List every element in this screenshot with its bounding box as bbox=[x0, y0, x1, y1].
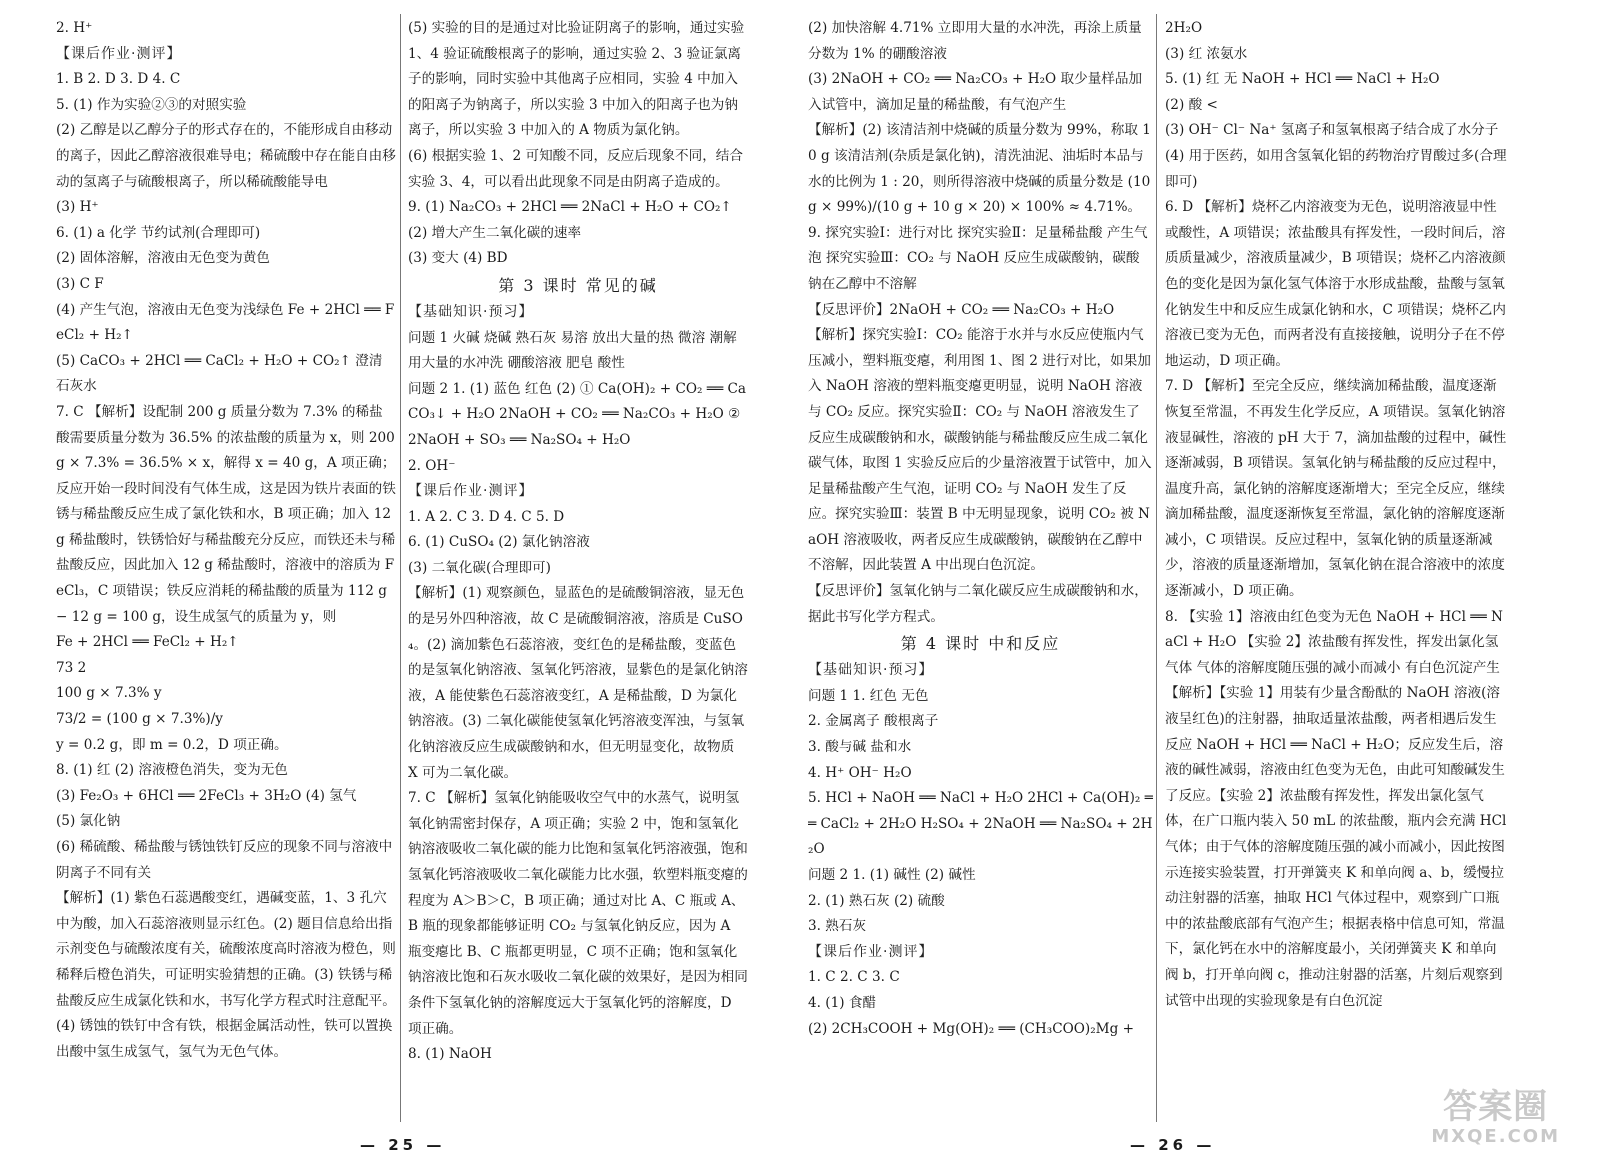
text-line: (4) 用于医药，如用含氢氧化铝的药物治疗胃酸过多(合理即可) bbox=[1165, 147, 1507, 190]
text-line: (2) 2CH₃COOH + Mg(OH)₂ ══ (CH₃COO)₂Mg + bbox=[808, 1020, 1134, 1037]
text-line: (3) 红 浓氨水 bbox=[1165, 45, 1248, 62]
text-line: (3) 二氧化碳(合理即可) bbox=[408, 559, 551, 576]
text-line: 【课后作业·测评】 bbox=[808, 943, 934, 960]
text-line: 【课后作业·测评】 bbox=[56, 45, 182, 62]
text-line: (2) 酸 < bbox=[1165, 96, 1218, 113]
text-line: (3) H⁺ bbox=[56, 199, 99, 216]
text-line: 第 4 课时 中和反应 bbox=[900, 634, 1061, 654]
text-line: (3) C F bbox=[56, 275, 104, 292]
text-line: (3) OH⁻ Cl⁻ Na⁺ 氢离子和氢氧根离子结合成了水分子 bbox=[1165, 122, 1499, 139]
text-line: 2. (1) 熟石灰 (2) 硫酸 bbox=[808, 892, 945, 909]
text-line: 3. 酸与碱 盐和水 bbox=[808, 739, 912, 756]
text-line: 9. (1) Na₂CO₃ + 2HCl ══ 2NaCl + H₂O + CO₂↑ bbox=[408, 199, 732, 216]
text-line: 6. (1) a 化学 节约试剂(合理即可) bbox=[56, 224, 261, 241]
page-number: — 26 — bbox=[1130, 1136, 1216, 1154]
page-number: — 25 — bbox=[360, 1136, 446, 1154]
text-line: 【解析】探究实验Ⅰ：CO₂ 能溶于水并与水反应使瓶内气压减小，塑料瓶变瘪，利用图 1、图 2 进行对比，如果加入 NaOH 溶液的塑料瓶变瘪更明显，说明 NaOH 溶液与 CO₂ 反应。探究实验Ⅱ：CO₂ 与 NaOH 溶液发生了反应生成碳酸钠和水，碳酸钠能与稀盐酸反应生成二氧化碳气体，取图 1 实验反应后的少量溶液置于试管中，加入足量稀盐酸产生气泡，证明 CO₂ 与 NaOH 发生了反应。探究实验Ⅲ：装置 B 中无明显现象，说明 CO₂ 被 NaOH 溶液吸收，两者反应生成碳酸钠，碳酸钠在乙醇中不溶解，因此装置 A 中出现白色沉淀。 bbox=[808, 327, 1152, 574]
text-line: 3. 熟石灰 bbox=[808, 918, 867, 935]
text-line: 问题 1 火碱 烧碱 熟石灰 易溶 放出大量的热 微溶 潮解 用大量的水冲洗 硼酸溶液 肥皂 酸性 bbox=[408, 329, 737, 372]
text-line: (3) Fe₂O₃ + 6HCl ══ 2FeCl₃ + 3H₂O (4) 氢气 bbox=[56, 787, 357, 804]
text-line: 5. HCl + NaOH ══ NaCl + H₂O 2HCl + Ca(OH)₂ ══ CaCl₂ + 2H₂O H₂SO₄ + 2NaOH ══ Na₂SO₄ + 2H₂O bbox=[808, 790, 1153, 858]
text-line: 2. OH⁻ bbox=[408, 457, 456, 474]
text-line: 7. D 【解析】至完全反应，继续滴加稀盐酸，温度逐渐恢复至常温，不再发生化学反应，A 项错误。氢氧化钠溶液显碱性，溶液的 pH 大于 7，滴加盐酸的过程中，碱性逐渐减弱，B 项错误。氢氧化钠与稀盐酸的反应过程中，温度升高，氯化钠的溶解度逐渐增大；至完全反应，继续滴加稀盐酸，温度逐渐恢复至常温，氯化钠的溶解度逐渐减小，C 项错误。反应过程中，氢氧化钠的质量逐渐减少，溶液的质量逐渐增加，氢氧化钠在混合溶液中的浓度逐渐减小，D 项正确。 bbox=[1165, 378, 1507, 600]
text-line: 73/2 = (100 g × 7.3%)/y bbox=[56, 711, 223, 728]
text-line: (4) 产生气泡，溶液由无色变为浅绿色 Fe + 2HCl ══ FeCl₂ + H₂↑ bbox=[56, 301, 395, 344]
text-line: 【基础知识·预习】 bbox=[808, 662, 934, 679]
text-line: 8. (1) NaOH bbox=[408, 1046, 492, 1063]
text-line: 7. C 【解析】氢氧化钠能吸收空气中的水蒸气，说明氢氧化钠需密封保存，A 项正确；实验 2 中，饱和氢氧化钠溶液吸收二氧化碳的能力比饱和氢氧化钙溶液强，饱和氢氧化钙溶液吸收二氧化碳能力比水强，软塑料瓶变瘪的程度为 A＞B＞C，B 项正确；通过对比 A、C 瓶或 A、B 瓶的现象都能够证明 CO₂ 与氢氧化钠反应，因为 A 瓶变瘪比 B、C 瓶都更明显，C 项不正确；饱和氢氧化钠溶液比饱和石灰水吸收二氧化碳的效果好，是因为相同条件下氢氧化钠的溶解度远大于氢氧化钙的溶解度，D 项正确。 bbox=[408, 790, 748, 1037]
text-line: 5. (1) 作为实验②③的对照实验 bbox=[56, 96, 247, 113]
text-line: (3) 2NaOH + CO₂ ══ Na₂CO₃ + H₂O 取少量样品加入试管中，滴加足量的稀盐酸，有气泡产生 bbox=[808, 71, 1143, 113]
text-line: 8. (1) 红 (2) 溶液橙色消失，变为无色 bbox=[56, 762, 288, 779]
text-line: 第 3 课时 常见的碱 bbox=[498, 275, 658, 295]
page-26 bbox=[800, 0, 1600, 1166]
text-line: 1. B 2. D 3. D 4. C bbox=[56, 71, 181, 88]
text-line: 【反思评价】2NaOH + CO₂ ══ Na₂CO₃ + H₂O bbox=[808, 301, 1115, 318]
text-line: 4. H⁺ OH⁻ H₂O bbox=[808, 764, 912, 781]
text-line: Fe + 2HCl ══ FeCl₂ + H₂↑ bbox=[56, 634, 239, 651]
text-line: 【课后作业·测评】 bbox=[408, 483, 534, 500]
text-line: 9. 探究实验Ⅰ：进行对比 探究实验Ⅱ：足量稀盐酸 产生气泡 探究实验Ⅲ：CO₂ 与 NaOH 反应生成碳酸钠，碳酸钠在乙醇中不溶解 bbox=[808, 224, 1148, 292]
text-line: 6. (1) CuSO₄ (2) 氯化钠溶液 bbox=[408, 534, 590, 551]
text-line: 1. A 2. C 3. D 4. C 5. D bbox=[408, 508, 565, 525]
text-line: (6) 稀硫酸、稀盐酸与锈蚀铁钉反应的现象不同与溶液中阴离子不同有关 bbox=[56, 839, 393, 881]
text-line: (2) 加快溶解 4.71% 立即用大量的水冲洗，再涂上质量分数为 1% 的硼酸溶液 bbox=[808, 20, 1142, 62]
text-line: 2H₂O bbox=[1165, 20, 1203, 36]
text-line: (2) 乙醇是以乙醇分子的形式存在的，不能形成自由移动的离子，因此乙醇溶液很难导电；稀硫酸中存在能自由移动的氢离子与硫酸根离子，所以稀硫酸能导电 bbox=[56, 122, 396, 190]
text-line: 7. C 【解析】设配制 200 g 质量分数为 7.3% 的稀盐酸需要质量分数为 36.5% 的浓盐酸的质量为 x，则 200 g × 7.3% = 36.5% × x，解得 x = 40 g，A 项正确；反应开始一段时间没有气体生成，这是因为铁片表面的铁锈与稀盐酸反应生成了氯化铁和水，B 项正确；加入 12 g 稀盐酸时，铁锈恰好与稀盐酸充分反应，而铁还未与稀盐酸反应，因此加入 12 g 稀盐酸时，溶液中的溶质为 FeCl₃，C 项错误；铁反应消耗的稀盐酸的质量为 112 g − 12 g = 100 g，设生成氢气的质量为 y，则 bbox=[56, 403, 396, 625]
text-line: 5. (1) 红 无 NaOH + HCl ══ NaCl + H₂O bbox=[1165, 71, 1440, 88]
text-line: 2. H⁺ bbox=[56, 20, 93, 36]
text-line: (2) 固体溶解，溶液由无色变为黄色 bbox=[56, 250, 270, 267]
page-26-column-left bbox=[808, 16, 1153, 1126]
page-25-column-right bbox=[408, 16, 748, 1126]
page-25-column-left bbox=[56, 16, 396, 1126]
page-26-column-right bbox=[1165, 16, 1510, 1126]
text-line: 问题 2 1. (1) 碱性 (2) 碱性 bbox=[808, 867, 976, 883]
text-line: 73 2 bbox=[56, 659, 87, 676]
text-line: (5) 实验的目的是通过对比验证阴离子的影响，通过实验 1、4 验证硫酸根离子的影响，通过实验 2、3 验证氯离子的影响，同时实验中其他离子应相同，实验 4 中加入的阳离子为钠离子，所以实验 3 中加入的阳离子也为钠离子，所以实验 3 中加入的 A 物质为氯化钠。 bbox=[408, 20, 745, 139]
text-line: 8. 【实验 1】溶液由红色变为无色 NaOH + HCl ══ NaCl + H₂O 【实验 2】浓盐酸有挥发性，挥发出氯化氢气体 气体的溶解度随压强的减小而减小 有白色沉淀产生 bbox=[1165, 608, 1503, 676]
text-line: (3) 变大 (4) BD bbox=[408, 250, 508, 267]
text-line: 【解析】(1) 观察颜色，显蓝色的是硫酸铜溶液，显无色的是另外四种溶液，故 C 是硫酸铜溶液，溶质是 CuSO₄。(2) 滴加紫色石蕊溶液，变红色的是稀盐酸，变蓝色的是氢氧化钠溶液、氢氧化钙溶液，显紫色的是氯化钠溶液，A 能使紫色石蕊溶液变红，A 是稀盐酸，D 为氯化钠溶液。(3) 二氧化碳能使氢氧化钙溶液变浑浊，与氢氧化钠溶液反应生成碳酸钠和水，但无明显变化，故物质 X 可为二氧化碳。 bbox=[408, 585, 748, 781]
column-divider bbox=[400, 14, 401, 1122]
text-line: 问题 2 1. (1) 蓝色 红色 (2) ① Ca(OH)₂ + CO₂ ══ CaCO₃↓ + H₂O 2NaOH + CO₂ ══ Na₂CO₃ + H₂O ② 2NaOH + SO₃ ══ Na₂SO₄ + H₂O bbox=[408, 380, 746, 448]
text-line: 2. 金属离子 酸根离子 bbox=[808, 713, 939, 730]
text-line: (6) 根据实验 1、2 可知酸不同，反应后现象不同，结合实验 3、4，可以看出此现象不同是由阴离子造成的。 bbox=[408, 147, 743, 190]
text-line: 问题 1 1. 红色 无色 bbox=[808, 687, 929, 704]
text-line: (2) 增大产生二氧化碳的速率 bbox=[408, 224, 582, 241]
text-line: 【解析】(1) 紫色石蕊遇酸变红，遇碱变蓝，1、3 孔穴中为酸，加入石蕊溶液则显示红色。(2) 题目信息给出指示剂变色与硫酸浓度有关，硫酸浓度高时溶液为橙色，则稀释后橙色消失，可证明实验猜想的正确。(3) 铁锈与稀盐酸反应生成氯化铁和水，书写化学方程式时注意配平。(4) 锈蚀的铁钉中含有铁，根据金属活动性，铁可以置换出酸中氢生成氢气，氢气为无色气体。 bbox=[56, 890, 396, 1060]
text-line: 【反思评价】氢氧化钠与二氧化碳反应生成碳酸钠和水，据此书写化学方程式。 bbox=[808, 583, 1148, 625]
text-line: 【解析】(2) 该清洁剂中烧碱的质量分数为 99%，称取 10 g 该清洁剂(杂质是氯化钠)，清洗油泥、油垢时本品与水的比例为 1 : 20，则所得溶液中烧碱的质量分数是 (10 g × 99%)/(10 g + 10 g × 20) × 100% ≈ 4.71%。 bbox=[808, 122, 1151, 216]
text-line: 6. D 【解析】烧杯乙内溶液变为无色，说明溶液显中性或酸性，A 项错误；浓盐酸具有挥发性，一段时间后，溶质质量减少，溶液质量减少，B 项错误；烧杯乙内溶液颜色的变化是因为氯化氢气体溶于水形成盐酸，盐酸与氢氧化钠发生中和反应生成氯化钠和水，C 项错误；烧杯乙内溶液已变为无色，而两者没有直接接触，说明分子在不停地运动，D 项正确。 bbox=[1165, 199, 1506, 369]
column-divider bbox=[1156, 14, 1157, 1122]
text-line: 【基础知识·预习】 bbox=[408, 303, 534, 320]
text-line: (5) 氯化钠 bbox=[56, 813, 121, 830]
watermark-logo: 答案圈 MXQE.COM bbox=[1431, 1087, 1560, 1147]
text-line: (5) CaCO₃ + 2HCl ══ CaCl₂ + H₂O + CO₂↑ 澄清石灰水 bbox=[56, 352, 383, 395]
text-line: 100 g × 7.3% y bbox=[56, 685, 162, 702]
text-line: y = 0.2 g，即 m = 0.2，D 项正确。 bbox=[56, 736, 288, 753]
text-line: 4. (1) 食醋 bbox=[808, 994, 877, 1011]
text-line: 1. C 2. C 3. C bbox=[808, 969, 900, 986]
text-line: 【解析】【实验 1】用装有少量含酚酞的 NaOH 溶液(溶液呈红色)的注射器，抽取适量浓盐酸，两者相遇后发生反应 NaOH + HCl ══ NaCl + H₂O；反应发生后，溶液的碱性减弱，溶液由红色变为无色，由此可知酸碱发生了反应。【实验 2】浓盐酸有挥发性，挥发出氯化氢气体，在广口瓶内装入 50 mL 的浓盐酸，瓶内会充满 HCl 气体；由于气体的溶解度随压强的减小而减小，因此按图示连接实验装置，打开弹簧夹 K 和单向阀 a、b，缓慢拉动注射器的活塞，抽取 HCl 气体过程中，观察到广口瓶中的浓盐酸底部有气泡产生；根据表格中信息可知，常温下，氯化钙在水中的溶解度最小，关闭弹簧夹 K 和单向阀 b，打开单向阀 c，推动注射器的活塞，片刻后观察到试管中出现的实验现象是有白色沉淀 bbox=[1165, 685, 1507, 1009]
